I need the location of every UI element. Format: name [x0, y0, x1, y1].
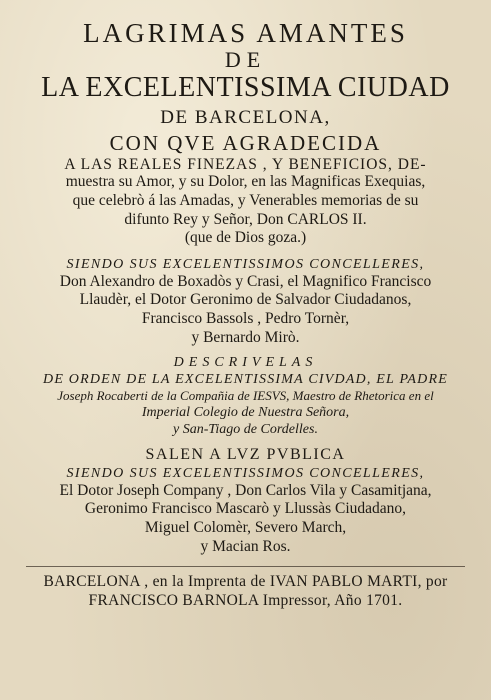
concelleres-line: y Bernardo Mirò.	[191, 328, 300, 346]
divider-rule	[26, 566, 465, 567]
salen-line: Geronimo Francisco Mascarò y Llussàs Ciudadano,	[84, 500, 407, 518]
title-line-2: DE	[224, 47, 267, 73]
descrivelas-section	[14, 355, 477, 438]
imprint	[14, 573, 477, 611]
title-line-1: LAGRIMAS AMANTES	[83, 18, 408, 48]
descrivelas-line: DE ORDEN DE LA EXCELENTISSIMA CIVDAD, EL PADRE	[43, 372, 448, 388]
descrivelas-line: Joseph Rocaberti de la Compañia de IESVS, Maestro de Rhetorica en el	[57, 388, 434, 404]
salen-heading: SALEN A LVZ PVBLICA	[145, 446, 346, 464]
descrivelas-line: y San-Tiago de Cordelles.	[173, 422, 318, 438]
descrivelas-heading: DESCRIVELAS	[173, 355, 318, 371]
concelleres-section-1	[14, 256, 477, 347]
title-line-3: LA EXCELENTISSIMA CIUDAD	[41, 72, 450, 104]
imprint-line-1: BARCELONA , en la Imprenta de IVAN PABLO MARTI, por	[43, 573, 448, 591]
body-text	[14, 173, 477, 247]
title-line-4: DE BARCELONA,	[160, 106, 331, 128]
salen-subheading: SIENDO SUS EXCELENTISSIMOS CONCELLERES,	[66, 465, 425, 481]
title-line-6: A LAS REALES FINEZAS , Y BENEFICIOS, DE-	[64, 155, 427, 173]
concelleres-heading-1: SIENDO SUS EXCELENTISSIMOS CONCELLERES,	[66, 256, 425, 272]
body-line-2: que celebrò á las Amadas, y Venerables memorias de su	[72, 191, 419, 209]
descrivelas-line: Imperial Colegio de Nuestra Señora,	[141, 405, 350, 421]
salen-line: El Dotor Joseph Company , Don Carlos Vila y Casamitjana,	[59, 481, 432, 499]
body-line-1: muestra su Amor, y su Dolor, en las Magnificas Exequias,	[65, 173, 426, 191]
body-line-4: (que de Dios goza.)	[184, 229, 307, 247]
title-line-5: CON QVE AGRADECIDA	[109, 131, 382, 156]
imprint-line-2: FRANCISCO BARNOLA Impressor, Año 1701.	[88, 592, 403, 610]
salen-line: Miguel Colomèr, Severo March,	[144, 519, 347, 536]
concelleres-line: Francisco Bassols , Pedro Tornèr,	[141, 309, 350, 327]
body-line-3: difunto Rey y Señor, Don CARLOS II.	[124, 210, 367, 228]
concelleres-line: Llaudèr, el Dotor Geronimo de Salvador Ciudadanos,	[79, 291, 412, 309]
concelleres-line: Don Alexandro de Boxadòs y Crasi, el Magnifico Francisco	[59, 272, 432, 290]
salen-section	[14, 446, 477, 556]
salen-line: y Macian Ros.	[200, 537, 291, 555]
